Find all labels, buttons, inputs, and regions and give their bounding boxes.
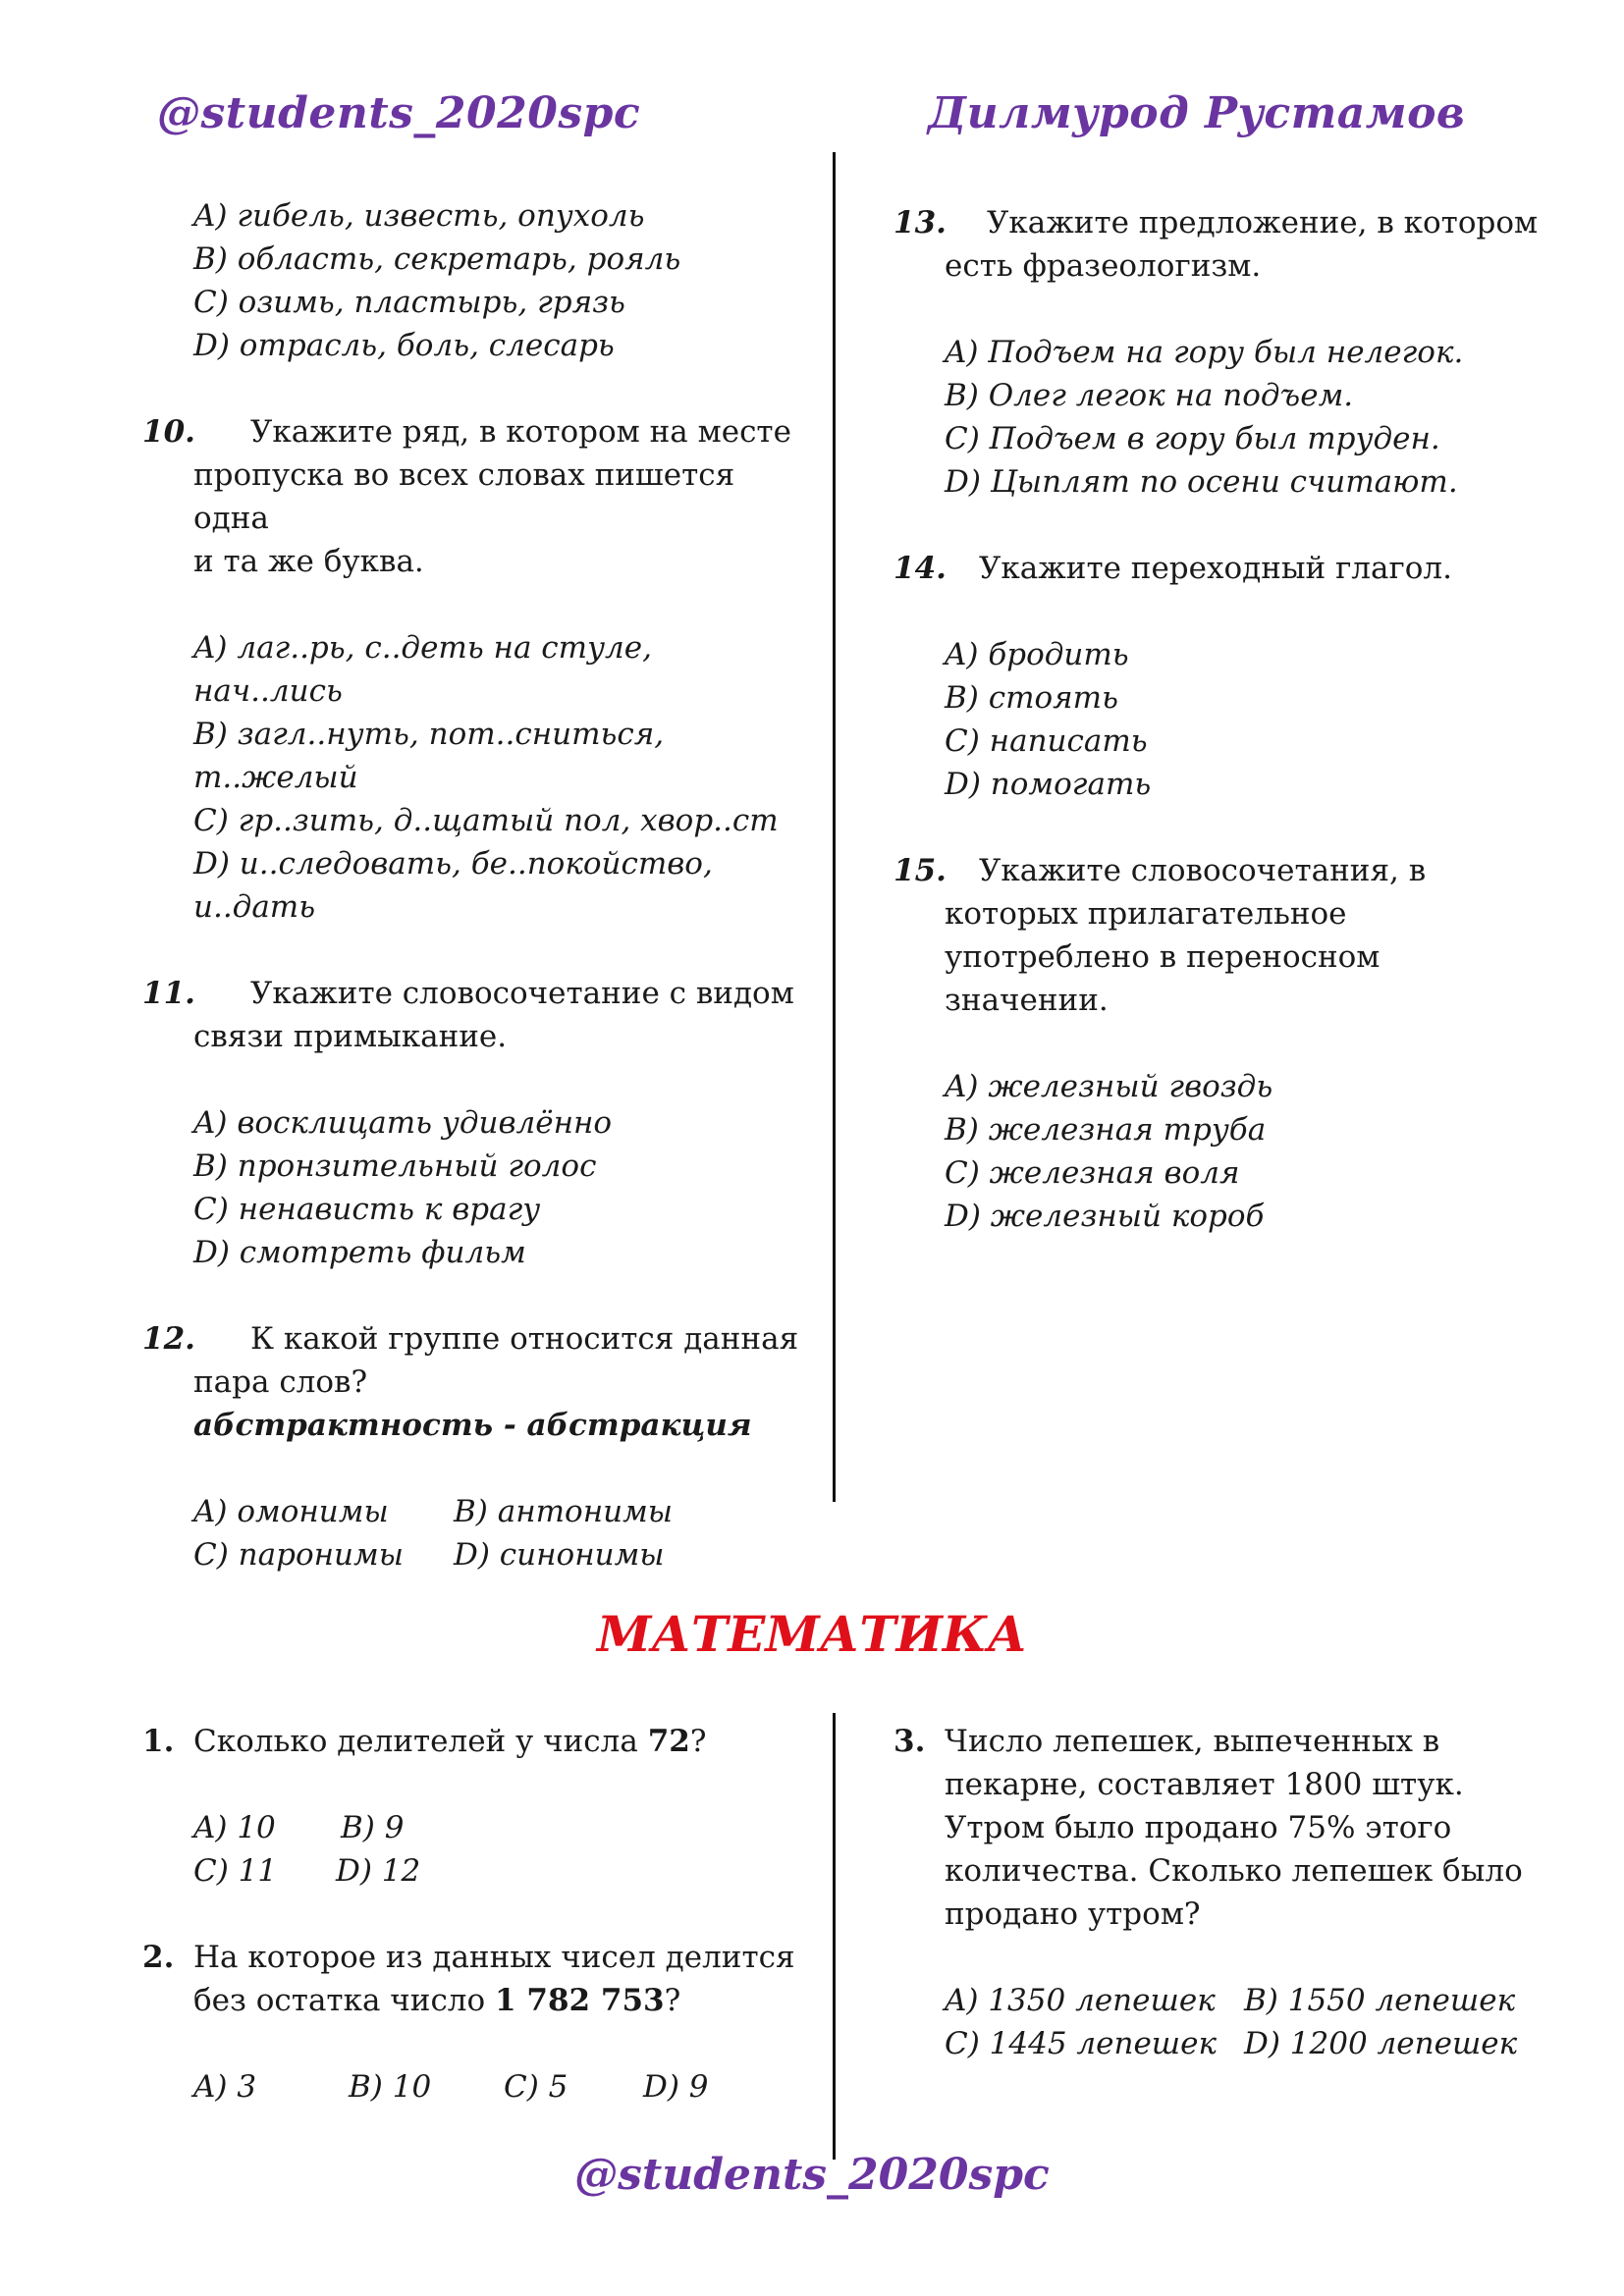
- question-number: 3.: [893, 1724, 926, 1759]
- answer-option: A) омонимы: [193, 1494, 389, 1529]
- question-number: 13.: [893, 205, 947, 240]
- answer-option: A) бродить: [945, 637, 1129, 672]
- question-number: 1.: [142, 1724, 175, 1759]
- answer-option: C) 11: [193, 1853, 278, 1889]
- question-text: К какой группе относится данная: [250, 1321, 799, 1357]
- math-question-3: [893, 1720, 1571, 1763]
- word-pair: абстрактность - абстракция: [193, 1408, 752, 1443]
- answer-option: D) 1200 лепешек: [1244, 2026, 1518, 2061]
- question-number: 10.: [142, 414, 195, 450]
- question-text: пара слов?: [193, 1364, 368, 1400]
- question-text: количества. Сколько лепешек было: [945, 1853, 1523, 1889]
- question-text: На которое из данных чисел делится: [193, 1940, 795, 1975]
- answer-option: D) 12: [336, 1853, 421, 1889]
- question-text: Сколько делителей у числа 72?: [193, 1724, 707, 1759]
- question-text: Утром было продано 75% этого: [945, 1810, 1452, 1845]
- answer-option: B) область, секретарь, рояль: [193, 241, 681, 277]
- question-text: продано утром?: [945, 1896, 1201, 1932]
- question-number: 11.: [142, 976, 195, 1011]
- answer-option: B) 10: [349, 2069, 432, 2105]
- answer-option: D) отрасль, боль, слесарь: [193, 328, 615, 363]
- header-right-author: Дилмурод Рустамов: [928, 88, 1466, 138]
- answer-option: B) 9: [341, 1810, 405, 1845]
- question-text: Укажите переходный глагол.: [979, 551, 1452, 586]
- answer-option: B) пронзительный голос: [193, 1148, 597, 1184]
- answer-option: B) стоять: [945, 680, 1118, 716]
- column-divider-top: [833, 152, 836, 1502]
- question-text: пропуска во всех словах пишется одна: [193, 457, 735, 536]
- question-15: [893, 849, 1561, 892]
- question-14: [893, 547, 1561, 590]
- question-text: которых прилагательное: [945, 896, 1347, 932]
- question-number: 15.: [893, 853, 947, 888]
- answer-option: A) восклицать удивлённо: [193, 1105, 613, 1141]
- answer-option: C) написать: [945, 723, 1148, 759]
- question-text: и та же буква.: [193, 544, 424, 579]
- question-13: [893, 201, 1561, 244]
- answer-option: A) Подъем на гору был нелегок.: [945, 335, 1464, 370]
- math-question-2: [142, 1936, 810, 1979]
- answer-option: A) гибель, известь, опухоль: [193, 198, 645, 234]
- question-text: без остатка число 1 782 753?: [193, 1983, 681, 2018]
- question-text: Укажите словосочетание с видом: [250, 976, 794, 1011]
- math-question-1: [142, 1720, 810, 1763]
- question-text: связи примыкание.: [193, 1019, 508, 1054]
- answer-option: D) железный короб: [945, 1199, 1265, 1234]
- answer-option: C) озимь, пластырь, грязь: [193, 285, 625, 320]
- section-title-math: МАТЕМАТИКА: [596, 1605, 1028, 1663]
- answer-option: C) Подъем в гору был труден.: [945, 421, 1440, 456]
- column-divider-bottom: [833, 1713, 836, 2160]
- answer-option: C) железная воля: [945, 1155, 1240, 1191]
- question-text: Укажите словосочетания, в: [979, 853, 1427, 888]
- answer-option: C) ненависть к врагу: [193, 1192, 541, 1227]
- answer-option: A) 3: [193, 2069, 257, 2105]
- answer-option: т..желый: [193, 760, 358, 795]
- answer-option: B) железная труба: [945, 1112, 1267, 1148]
- answer-option: B) Олег легок на подъем.: [945, 378, 1354, 413]
- answer-option: C) 1445 лепешек: [945, 2026, 1218, 2061]
- answer-option: B) загл..нуть, пот..сниться,: [193, 717, 665, 752]
- question-number: 12.: [142, 1321, 195, 1357]
- question-text: употреблено в переносном: [945, 939, 1380, 975]
- answer-option: C) 5: [504, 2069, 568, 2105]
- question-text: Укажите ряд, в котором на месте: [250, 414, 791, 450]
- answer-option: D) Цыплят по осени считают.: [945, 464, 1458, 500]
- math-right-column: [893, 1720, 1571, 2065]
- question-text: есть фразеологизм.: [945, 248, 1262, 284]
- answer-option: A) 10: [193, 1810, 276, 1845]
- question-number: 14.: [893, 551, 947, 586]
- answer-option: D) смотреть фильм: [193, 1235, 526, 1270]
- answer-option: D) помогать: [945, 767, 1152, 802]
- answer-option: D) и..следовать, бе..покойство,: [193, 846, 713, 881]
- question-number: 2.: [142, 1940, 175, 1975]
- answer-option: B) 1550 лепешек: [1244, 1983, 1516, 2018]
- answer-option: A) лаг..рь, с..деть на стуле, нач..лись: [193, 630, 652, 709]
- question-text: пекарне, составляет 1800 штук.: [945, 1767, 1464, 1802]
- footer-handle: @students_2020spc: [574, 2150, 1050, 2200]
- q9-options: [142, 194, 810, 367]
- math-left-column: [142, 1720, 810, 2109]
- left-column: [142, 194, 810, 1576]
- header-left-handle: @students_2020spc: [157, 88, 641, 138]
- answer-option: A) 1350 лепешек: [945, 1983, 1216, 2018]
- answer-option: A) железный гвоздь: [945, 1069, 1273, 1104]
- answer-option: D) синонимы: [454, 1537, 665, 1573]
- question-11: [142, 972, 810, 1015]
- answer-option: и..дать: [193, 889, 316, 925]
- question-text: Укажите предложение, в котором: [987, 205, 1539, 240]
- answer-option: D) 9: [643, 2069, 709, 2105]
- question-text: значении.: [945, 983, 1109, 1018]
- answer-option: C) паронимы: [193, 1537, 404, 1573]
- question-12: [142, 1317, 810, 1361]
- answer-option: B) антонимы: [454, 1494, 674, 1529]
- answer-option: C) гр..зить, д..щатый пол, хвор..ст: [193, 803, 779, 838]
- question-10: [142, 410, 810, 454]
- right-column: [893, 201, 1561, 1238]
- question-text: Число лепешек, выпеченных в: [945, 1724, 1440, 1759]
